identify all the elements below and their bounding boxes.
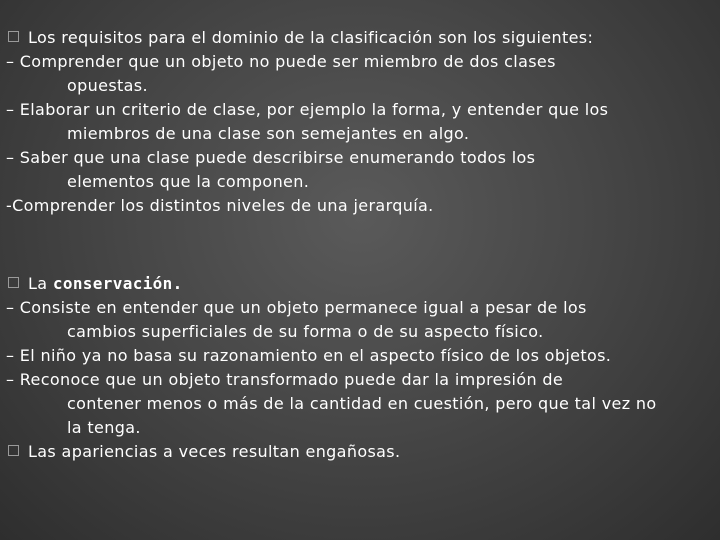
list-item-continuation: la tenga.	[67, 418, 141, 437]
list-item: – El niño ya no basa su razonamiento en el aspecto físico de los objetos.	[6, 346, 612, 365]
bullet-item	[6, 440, 714, 464]
bullet-item	[6, 26, 714, 50]
bullet-text: Las apariencias a veces resultan engañosas.	[28, 442, 401, 461]
list-item: – Reconoce que un objeto transformado puede dar la impresión de	[6, 370, 564, 389]
conservation-section	[6, 272, 714, 464]
bullet-item	[6, 272, 714, 296]
bullet-icon	[8, 277, 19, 288]
list-item: – Consiste en entender que un objeto permanece igual a pesar de los	[6, 298, 587, 317]
classification-section	[6, 26, 714, 218]
list-item: – Elaborar un criterio de clase, por ejemplo la forma, y entender que los	[6, 100, 609, 119]
list-item: -Comprender los distintos niveles de una jerarquía.	[6, 196, 434, 215]
bullet-prefix: La	[28, 274, 53, 293]
list-item-continuation: contener menos o más de la cantidad en cuestión, pero que tal vez no	[67, 394, 657, 413]
list-item-continuation: cambios superficiales de su forma o de su aspecto físico.	[67, 322, 544, 341]
bullet-bold-text: conservación.	[52, 274, 183, 293]
list-item-continuation: elementos que la componen.	[67, 172, 310, 191]
list-item: – Saber que una clase puede describirse enumerando todos los	[6, 148, 536, 167]
list-item: – Comprender que un objeto no puede ser miembro de dos clases	[6, 52, 556, 71]
list-item-continuation: miembros de una clase son semejantes en algo.	[67, 124, 470, 143]
bullet-icon	[8, 445, 19, 456]
list-item-continuation: opuestas.	[67, 76, 148, 95]
bullet-icon	[8, 31, 19, 42]
bullet-text: Los requisitos para el dominio de la clasificación son los siguientes:	[28, 28, 594, 47]
